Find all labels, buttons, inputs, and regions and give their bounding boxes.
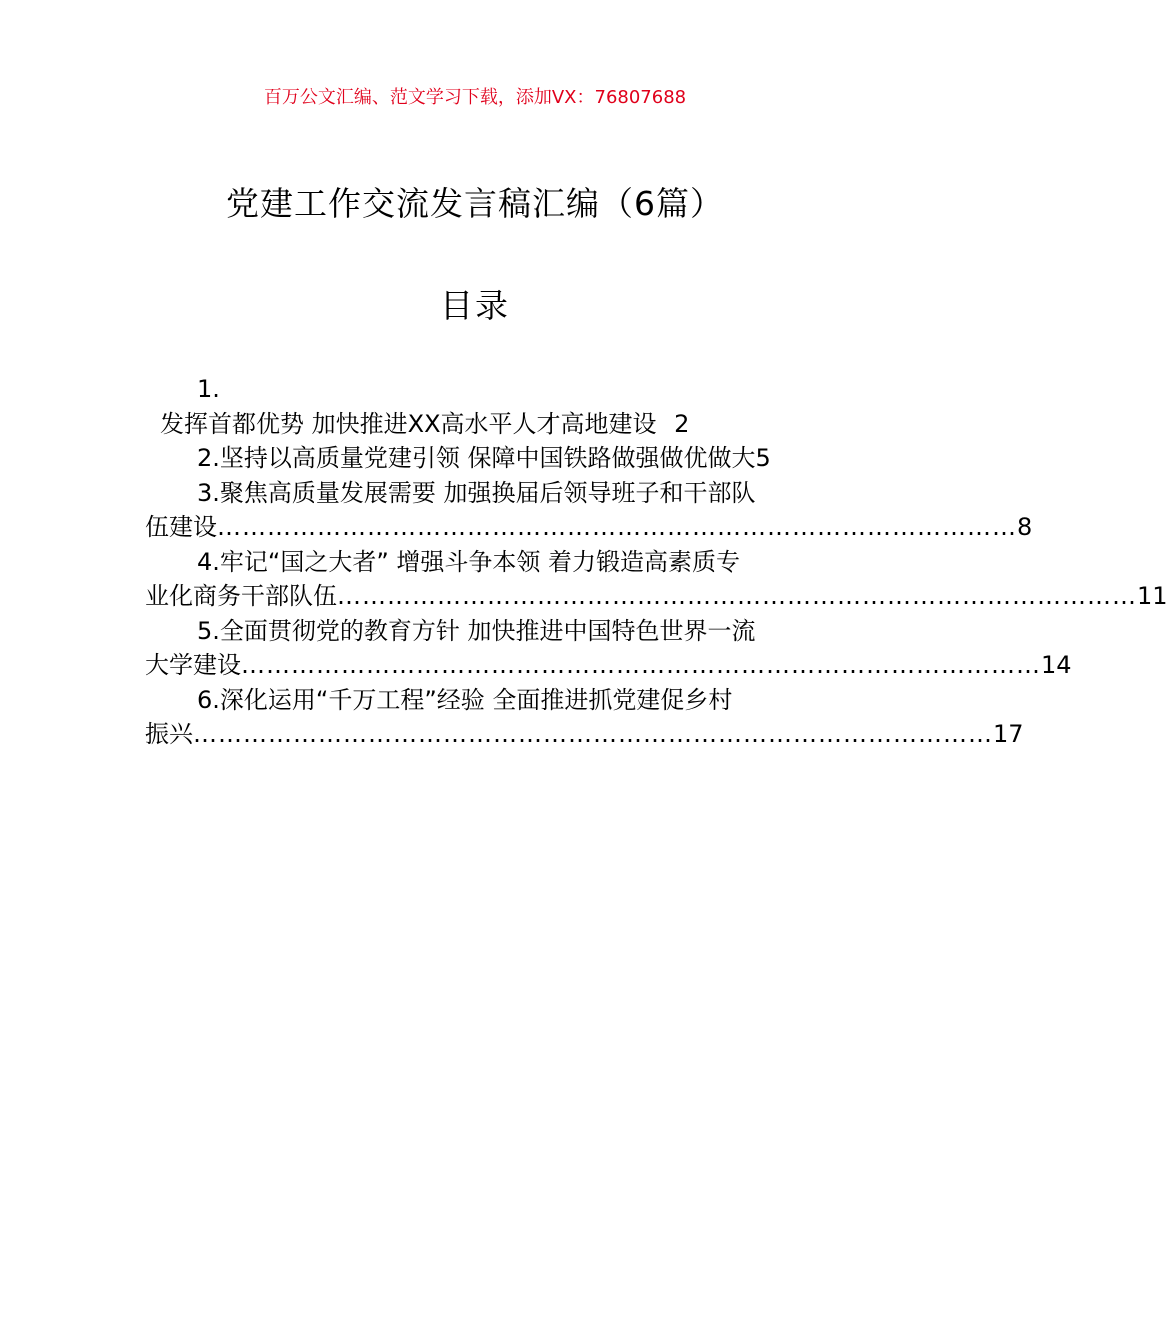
toc-entry-title-cont: 业化商务干部队伍 xyxy=(145,582,337,610)
toc-entry-line xyxy=(145,407,807,442)
download-notice: 百万公文汇编、范文学习下载，添加VX：76807688 xyxy=(263,87,687,108)
toc-entry-line xyxy=(145,441,807,476)
toc-leader-dots: …………………………………………………………………………………… xyxy=(193,720,993,748)
toc-entry-title: 发挥首都优势 加快推进XX高水平人才高地建设 xyxy=(160,409,657,438)
toc-entry-line xyxy=(145,683,807,718)
toc-entry-line xyxy=(145,717,1024,752)
table-of-contents xyxy=(145,372,1168,752)
toc-entry-page: 17 xyxy=(993,720,1024,748)
toc-entry-2[interactable] xyxy=(145,441,807,476)
toc-entry-title: 3.聚焦高质量发展需要 加强换届后领导班子和干部队 xyxy=(197,478,756,507)
toc-entry-line xyxy=(145,510,1033,545)
toc-entry-5[interactable] xyxy=(145,614,1072,683)
toc-entry-title: 2.坚持以高质量党建引领 保障中国铁路做强做优做大 xyxy=(197,444,756,472)
toc-entry-6[interactable] xyxy=(145,683,1024,752)
toc-entry-page: 2 xyxy=(674,409,690,438)
toc-entry-title: 4.牢记“国之大者” 增强斗争本领 着力锻造高素质专 xyxy=(197,547,741,576)
toc-entry-number: 1. xyxy=(197,375,220,403)
toc-entry-page: 5 xyxy=(755,444,771,472)
toc-entry-page: 14 xyxy=(1041,651,1072,679)
toc-entry-title: 6.深化运用“千万工程”经验 全面推进抓党建促乡村 xyxy=(197,685,733,714)
toc-entry-line xyxy=(145,579,1168,614)
toc-heading: 目录 xyxy=(440,286,510,325)
toc-entry-title: 5.全面贯彻党的教育方针 加快推进中国特色世界一流 xyxy=(197,616,756,645)
toc-entry-title-cont: 大学建设 xyxy=(145,651,241,679)
toc-entry-3[interactable] xyxy=(145,476,1033,545)
toc-entry-title-cont: 振兴 xyxy=(145,720,193,748)
toc-entry-page: 8 xyxy=(1017,513,1033,541)
document-title: 党建工作交流发言稿汇编（6篇） xyxy=(226,184,724,223)
toc-leader-dots: …………………………………………………………………………………… xyxy=(337,582,1137,610)
toc-entry-title-cont: 伍建设 xyxy=(145,513,217,541)
toc-entry-line xyxy=(145,614,807,649)
toc-entry-line xyxy=(145,648,1072,683)
toc-leader-dots: …………………………………………………………………………………… xyxy=(241,651,1041,679)
toc-leader-dots: …………………………………………………………………………………… xyxy=(217,513,1017,541)
toc-entry-line xyxy=(145,476,807,511)
toc-entry-1[interactable] xyxy=(145,372,807,441)
toc-entry-4[interactable] xyxy=(145,545,1168,614)
toc-entry-page: 11 xyxy=(1137,582,1168,610)
toc-entry-line xyxy=(145,545,807,580)
